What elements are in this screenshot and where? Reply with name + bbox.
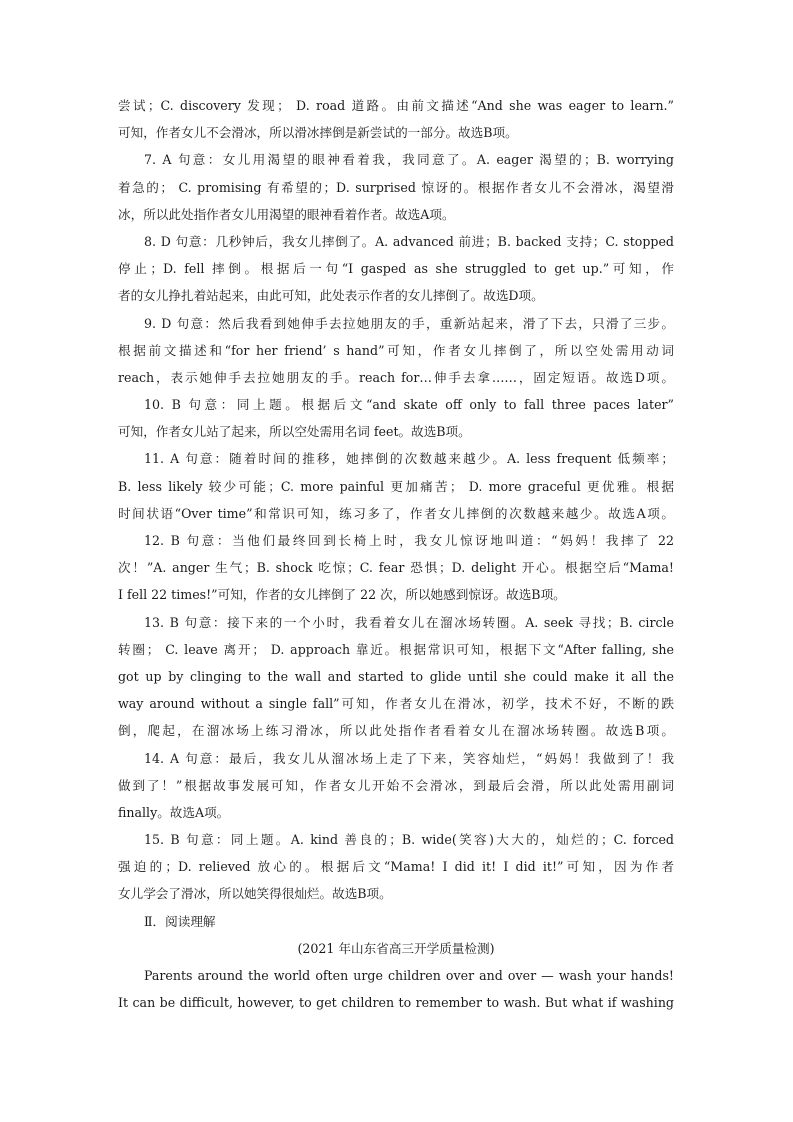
- text-line: 7. A 句意：女儿用渴望的眼神看着我，我同意了。A. eager 渴望的；B. worrying: [144, 152, 674, 168]
- text-line: 10. B 句意：同上题。根据后文“and skate off only to fall three paces later”: [144, 397, 674, 413]
- text-line: 尝试；C. discovery 发现； D. road 道路。由前文描述“And she was eager to learn.”: [118, 98, 674, 113]
- text-line: B. less likely 较少可能；C. more painful 更加痛苦； D. more graceful 更优雅。根据: [118, 478, 674, 494]
- section-heading: Ⅱ．阅读理解: [144, 913, 216, 929]
- text-line: 可知，作者女儿不会滑冰，所以滑冰摔倒是新尝试的一部分。故选B项。: [118, 125, 518, 141]
- text-line: 11. A 句意：随着时间的推移，她摔倒的次数越来越少。A. less frequent 低频率；: [144, 451, 674, 467]
- text-line: 8. D 句意：几秒钟后，我女儿摔倒了。A. advanced 前进；B. backed 支持；C. stopped: [144, 233, 674, 249]
- text-line: 次！”A. anger 生气；B. shock 吃惊；C. fear 恐惧；D. delight 开心。根据空后“Mama!: [118, 560, 674, 576]
- text-line: 冰，所以此处指作者女儿用渴望的眼神看着作者。故选A项。: [118, 206, 455, 222]
- text-line: 女儿学会了滑冰，所以她笑得很灿烂。故选B项。: [118, 886, 392, 902]
- text-line: Parents around the world often urge children over and over — wash your hands!: [144, 968, 674, 983]
- text-line: 14. A 句意：最后，我女儿从溜冰场上走了下来，笑容灿烂，“妈妈！我做到了！我: [144, 750, 674, 766]
- text-line: I fell 22 times!”可知，作者的女儿摔倒了 22 次，所以她感到惊讶。故选B项。: [118, 587, 566, 603]
- text-line: 时间状语“Over time”和常识可知，练习多了，作者女儿摔倒的次数越来越少。故选A项。: [118, 505, 674, 521]
- text-line: 可知，作者女儿站了起来，所以空处需用名词 feet。故选B项。: [118, 424, 471, 440]
- text-line: 13. B 句意：接下来的一个小时，我看着女儿在溜冰场转圈。A. seek 寻找；B. circle: [144, 614, 674, 630]
- text-line: 者的女儿挣扎着站起来，由此可知，此处表示作者的女儿摔倒了。故选D项。: [118, 288, 544, 304]
- text-line: finally。故选A项。: [118, 804, 230, 820]
- text-line: 15. B 句意：同上题。A. kind 善良的；B. wide(笑容)大大的，灿烂的；C. forced: [144, 832, 674, 848]
- text-line: reach，表示她伸手去拉她朋友的手。reach for…伸手去拿……，固定短语。故选D项。: [118, 369, 674, 385]
- text-line: 9. D 句意：然后我看到她伸手去拉她朋友的手，重新站起来，滑了下去，只滑了三步。: [144, 315, 674, 331]
- text-line: 停止；D. fell 摔倒。根据后一句“I gasped as she struggled to get up.”可知，作: [118, 261, 674, 277]
- document-page: [118, 92, 674, 1016]
- text-line: 转圈； C. leave 离开； D. approach 靠近。根据常识可知，根据下文“After falling, she: [118, 641, 674, 657]
- text-line: got up by clinging to the wall and started to glide until she could make it all the: [118, 668, 674, 684]
- text-line: 倒，爬起，在溜冰场上练习滑冰，所以此处指作者看着女儿在溜冰场转圈。故选B项。: [118, 723, 674, 739]
- text-line: It can be difficult, however, to get children to remember to wash. But what if washing: [118, 995, 674, 1011]
- text-line: 着急的； C. promising 有希望的；D. surprised 惊讶的。根据作者女儿不会滑冰，渴望滑: [118, 179, 674, 195]
- source-note: (2021 年山东省高三开学质量检测): [297, 940, 495, 956]
- text-line: way around without a single fall”可知，作者女儿在滑冰，初学，技术不好，不断的跌: [118, 696, 674, 712]
- text-line: 12. B 句意：当他们最终回到长椅上时，我女儿惊讶地叫道：“妈妈！我摔了 22: [144, 533, 674, 548]
- text-line: 做到了！”根据故事发展可知，作者女儿开始不会滑冰，到最后会滑，所以此处需用副词: [118, 777, 674, 793]
- text-line: 根据前文描述和“for her friend’ s hand”可知，作者女儿摔倒了，所以空处需用动词: [118, 342, 674, 358]
- text-line: 强迫的；D. relieved 放心的。根据后文“Mama! I did it! I did it!”可知，因为作者: [118, 859, 674, 875]
